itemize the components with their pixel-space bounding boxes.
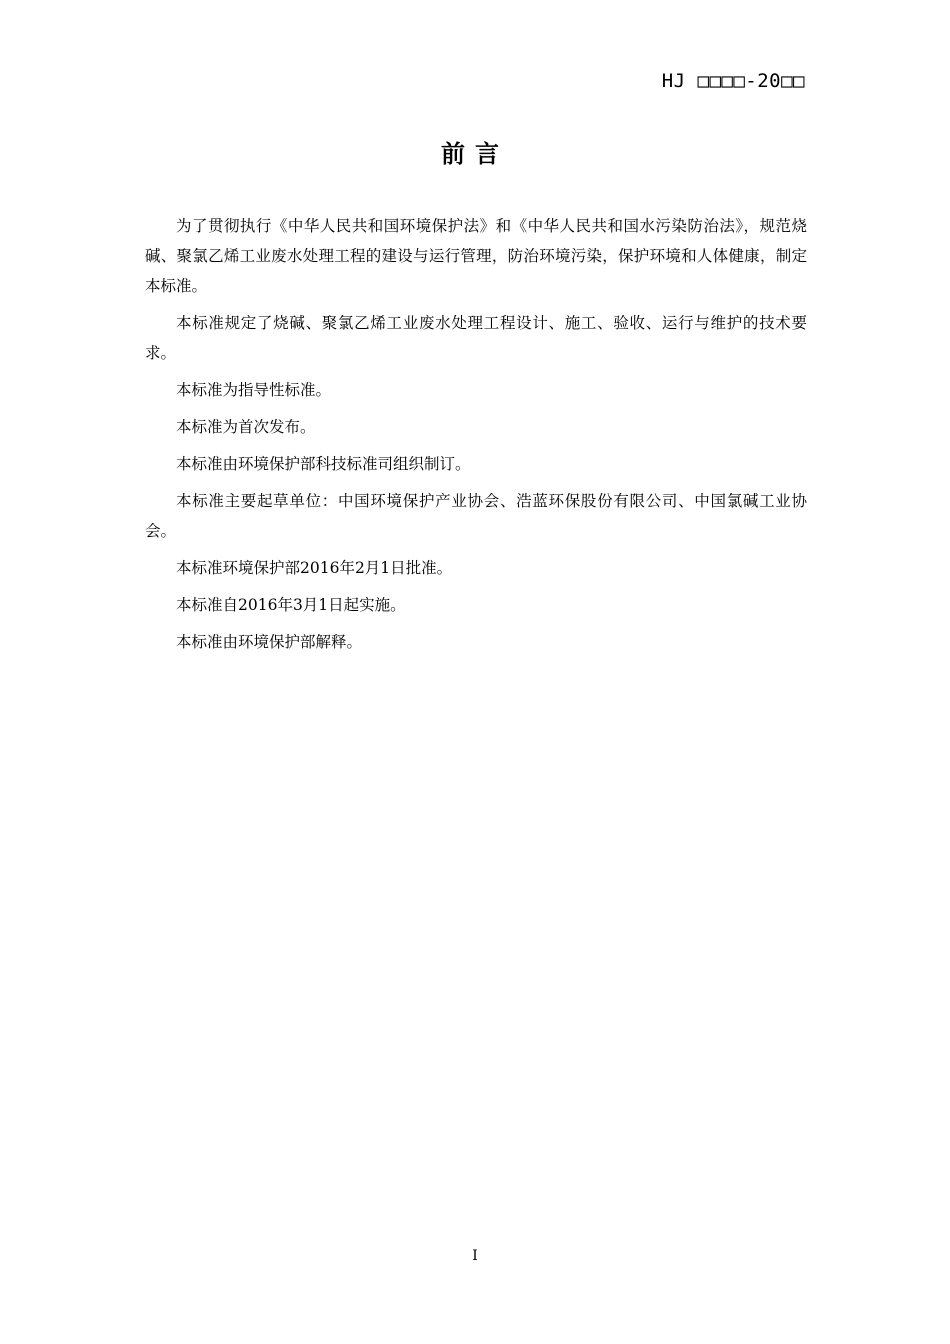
- paragraph-purpose: 为了贯彻执行《中华人民共和国环境保护法》和《中华人民共和国水污染防治法》，规范烧碱、聚氯乙烯工业废水处理工程的建设与运行管理，防治环境污染，保护环境和人体健康，制定本标准。: [145, 217, 807, 295]
- paragraph-interpretation: 本标准由环境保护部解释。: [176, 633, 363, 651]
- foreword-body: [145, 211, 807, 664]
- paragraph-release: 本标准为首次发布。: [176, 418, 316, 436]
- page-title: 前言: [441, 140, 509, 168]
- paragraph-approval: 本标准环境保护部2016年2月1日批准。: [176, 559, 453, 577]
- paragraph-organizer: 本标准由环境保护部科技标准司组织制订。: [176, 455, 471, 473]
- paragraph-drafters: 本标准主要起草单位：中国环境保护产业协会、浩蓝环保股份有限公司、中国氯碱工业协会。: [145, 492, 807, 540]
- standard-code: HJ □□□□-20□□: [661, 70, 805, 92]
- paragraph-scope: 本标准规定了烧碱、聚氯乙烯工业废水处理工程设计、施工、验收、运行与维护的技术要求。: [145, 314, 807, 362]
- page-number: I: [472, 1248, 478, 1264]
- paragraph-effective: 本标准自2016年3月1日起实施。: [176, 596, 406, 614]
- paragraph-type: 本标准为指导性标准。: [176, 381, 332, 399]
